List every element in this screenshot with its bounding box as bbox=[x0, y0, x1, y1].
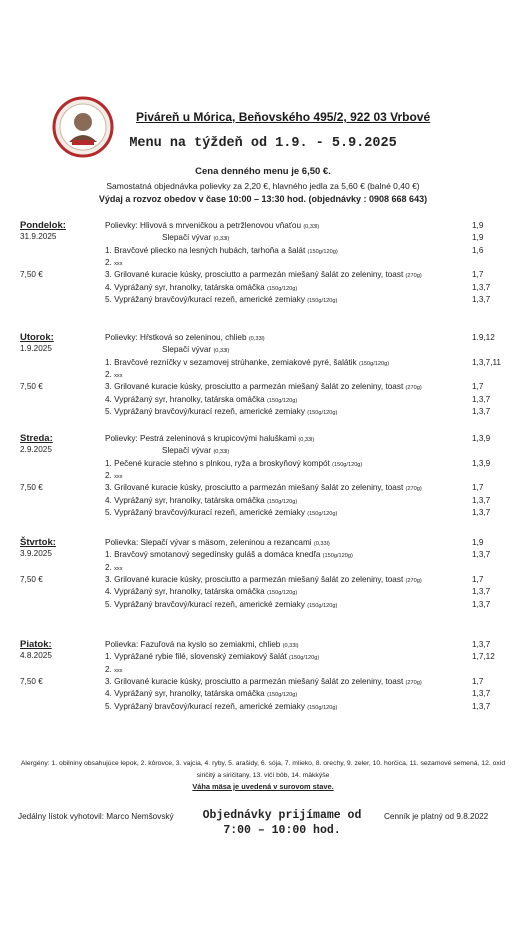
menu-line bbox=[105, 600, 337, 609]
dish-text: 4. Vyprážaný syr, hranolky, tatárska omáčka bbox=[105, 394, 265, 404]
dish-text: Slepačí vývar bbox=[162, 446, 212, 456]
dish-text: 4. Vyprážaný syr, hranolky, tatárska omáčka bbox=[105, 282, 265, 292]
dish-quantity: (150g/120g) bbox=[307, 602, 338, 609]
day-date: 4.8.2025 bbox=[20, 651, 52, 660]
allergen-codes: 1,3,7 bbox=[472, 507, 491, 517]
menu-line bbox=[105, 459, 362, 468]
allergen-codes: 1,3,7 bbox=[472, 701, 491, 711]
menu-line bbox=[105, 508, 337, 517]
allergen-codes: 1,7,12 bbox=[472, 652, 495, 662]
dish-text: 2. bbox=[105, 369, 112, 379]
day-name: Piatok: bbox=[20, 639, 52, 650]
dish-text: Polievky: Hŕstková so zeleninou, chlieb bbox=[105, 333, 247, 342]
dish-quantity: (150g/120g) bbox=[267, 397, 298, 404]
menu-line bbox=[105, 665, 123, 674]
dish-quantity: (270g) bbox=[405, 385, 422, 392]
menu-line bbox=[105, 283, 297, 292]
menu-line bbox=[105, 407, 337, 416]
menu-line bbox=[105, 550, 353, 559]
dish-text: 1. Bravčový smotanový segedínsky guláš a domáca knedľa bbox=[105, 550, 321, 560]
dish-text: Slepačí vývar bbox=[162, 345, 212, 355]
menu-line bbox=[105, 270, 422, 279]
day-date: 3.9.2025 bbox=[20, 549, 52, 558]
dish-quantity: (150g/120g) bbox=[267, 498, 298, 505]
dish-text: 5. Vyprážaný bravčový/kurací rezeň, americké zemiaky bbox=[105, 701, 305, 711]
allergen-codes: 1,9 bbox=[472, 538, 484, 547]
dish-quantity: (150g/120g) bbox=[267, 285, 298, 292]
allergen-codes: 1,3,7 bbox=[472, 495, 491, 505]
dish-text: 1. Bravčové rezníčky v sezamovej strúhanke, zemiakové pyré, šalátik bbox=[105, 357, 357, 367]
dish-text: 2. bbox=[105, 470, 112, 480]
dish-quantity: xxx bbox=[114, 667, 123, 674]
day-name: Pondelok: bbox=[20, 220, 66, 231]
menu-line bbox=[105, 258, 123, 267]
menu-line bbox=[105, 295, 337, 304]
menu-line bbox=[105, 382, 422, 391]
allergen-codes: 1,3,7 bbox=[472, 294, 491, 304]
menu-line bbox=[105, 358, 389, 367]
dish-text: 3. Grilované kuracie kúsky, prosciutto a parmezán miešaný šalát zo zeleniny, toast bbox=[105, 382, 404, 392]
dish-quantity: (0,33l) bbox=[303, 224, 320, 230]
dish-text: 5. Vyprážaný bravčový/kurací rezeň, americké zemiaky bbox=[105, 507, 305, 517]
price-list-validity: Cenník je platný od 9.8.2022 bbox=[384, 812, 489, 821]
dish-quantity: (150g/120g) bbox=[332, 461, 363, 468]
dish-text: 5. Vyprážaný bravčový/kurací rezeň, americké zemiaky bbox=[105, 406, 305, 416]
restaurant-address: Piváreň u Mórica, Beňovského 495/2, 922 03 Vrbové bbox=[136, 110, 431, 124]
allergen-codes: 1,7 bbox=[472, 676, 484, 686]
allergen-codes: 1.9,12 bbox=[472, 333, 495, 342]
dish-text: 1. Pečené kuracie stehno s plnkou, ryža a broskyňový kompót bbox=[105, 458, 330, 468]
dish-quantity: (0,33l) bbox=[282, 643, 299, 649]
allergen-codes: 1,3,7 bbox=[472, 550, 491, 560]
allergen-codes: 1,3,9 bbox=[472, 458, 491, 468]
dish-quantity: (0,33l) bbox=[213, 236, 230, 243]
dish-text: 2. bbox=[105, 562, 112, 572]
allergen-codes: 1,7 bbox=[472, 483, 484, 493]
menu-line bbox=[105, 496, 297, 505]
dish-quantity: xxx bbox=[114, 473, 123, 480]
dish-quantity: (150g/120g) bbox=[267, 692, 298, 699]
allergen-codes: 1,6 bbox=[472, 245, 484, 255]
menu-line bbox=[105, 702, 337, 711]
allergens-legend: Alergény: 1. obilniny obsahujúce lepok, 2. kôrovce, 3. vajcia, 4. ryby, 5. arašidy, 6. sója, 7. mlieko, 8. orechy, 9. zeler, 10. horčica, 11. sezamové semená, 12. oxid siričitý a siričitany, 13. vlčí bôb, 14. mäkkýše bbox=[20, 760, 506, 779]
dish-quantity: (150g/120g) bbox=[358, 360, 390, 367]
dish-text: 3. Grilované kuracie kúsky, prosciutto a parmezán miešaný šalát zo zeleniny, toast bbox=[105, 270, 404, 280]
week-title: Menu na týždeň od 1.9. - 5.9.2025 bbox=[129, 136, 397, 151]
daily-price: Cena denného menu je 6,50 €. bbox=[195, 166, 331, 177]
menu-author: Jedálny lístok vyhotovil: Marco Nemšovský bbox=[18, 812, 174, 821]
menu-line bbox=[105, 333, 265, 342]
day-price: 7,50 € bbox=[20, 676, 43, 686]
day-name: Utorok: bbox=[20, 332, 54, 343]
dish-text: 3. Grilované kuracie kúsky, prosciutto a parmezán miešaný šalát zo zeleniny, toast bbox=[105, 574, 404, 584]
menu-line bbox=[105, 640, 298, 649]
allergen-codes: 1,3,7,11 bbox=[472, 357, 501, 367]
dish-text: 1. Vyprážané rybie filé, slovenský zemiakový šalát bbox=[105, 652, 287, 662]
allergen-codes: 1,7 bbox=[472, 270, 484, 280]
delivery-info: Výdaj a rozvoz obedov v čase 10:00 – 13:30 hod. (objednávky : 0908 668 643) bbox=[98, 194, 428, 204]
dish-quantity: (0,33l) bbox=[213, 348, 230, 355]
dish-quantity: xxx bbox=[114, 565, 123, 572]
dish-text: 5. Vyprážaný bravčový/kurací rezeň, americké zemiaky bbox=[105, 294, 305, 304]
allergen-codes: 1,3,7 bbox=[472, 282, 491, 292]
orders-hours: Objednávky prijímame od 7:00 – 10:00 hod. bbox=[202, 809, 362, 837]
allergen-codes: 1,7 bbox=[472, 574, 484, 584]
menu-line bbox=[105, 563, 123, 572]
dish-text: 4. Vyprážaný syr, hranolky, tatárska omáčka bbox=[105, 689, 265, 699]
menu-line bbox=[105, 471, 123, 480]
dish-quantity: (270g) bbox=[405, 679, 422, 686]
dish-quantity: (0,33l) bbox=[298, 437, 315, 443]
day-price: 7,50 € bbox=[20, 270, 43, 280]
allergen-codes: 1,3,7 bbox=[472, 394, 491, 404]
dish-text: 1. Bravčové pliecko na lesných hubách, tarhoňa a šalát bbox=[105, 245, 306, 255]
allergen-codes: 1,9 bbox=[472, 233, 484, 243]
allergen-codes: 1,3,7 bbox=[472, 640, 491, 649]
day-price: 7,50 € bbox=[20, 382, 43, 392]
standalone-prices: Samostatná objednávka polievky za 2,20 €, hlavného jedla za 5,60 € (balné 0,40 €) bbox=[106, 181, 420, 191]
allergen-codes: 1,3,7 bbox=[472, 587, 491, 597]
dish-quantity: (150g/120g) bbox=[289, 655, 320, 662]
allergen-codes: 1,7 bbox=[472, 382, 484, 392]
dish-quantity: (150g/120g) bbox=[307, 510, 338, 517]
day-name: Streda: bbox=[20, 433, 53, 444]
day-name: Štvrtok: bbox=[20, 537, 56, 548]
menu-line bbox=[105, 538, 330, 547]
dish-text: 2. bbox=[105, 257, 112, 267]
dish-quantity: (0,33l) bbox=[213, 449, 230, 456]
menu-line bbox=[105, 587, 297, 596]
dish-quantity: (270g) bbox=[405, 577, 422, 584]
day-date: 2.9.2025 bbox=[20, 445, 52, 454]
menu-line bbox=[105, 689, 297, 698]
dish-quantity: (150g/120g) bbox=[307, 297, 338, 304]
dish-text: 4. Vyprážaný syr, hranolky, tatárska omáčka bbox=[105, 587, 265, 597]
dish-quantity: (150g/120g) bbox=[307, 409, 338, 416]
day-date: 1.9.2025 bbox=[20, 344, 52, 353]
allergen-codes: 1,3,9 bbox=[472, 434, 491, 443]
dish-text: Polievka: Fazuľová na kyslo so zemiakmi, chlieb bbox=[105, 640, 281, 649]
dish-quantity: (150g/120g) bbox=[307, 248, 338, 255]
dish-quantity: xxx bbox=[114, 260, 123, 267]
dish-quantity: (150g/120g) bbox=[322, 553, 353, 560]
allergen-codes: 1,9 bbox=[472, 221, 484, 230]
dish-text: 4. Vyprážaný syr, hranolky, tatárska omáčka bbox=[105, 495, 265, 505]
dish-quantity: (0,33l) bbox=[248, 336, 265, 342]
day-price: 7,50 € bbox=[20, 574, 43, 584]
menu-line bbox=[105, 221, 319, 230]
menu-line bbox=[162, 345, 229, 354]
menu-line bbox=[105, 395, 297, 404]
dish-text: 5. Vyprážaný bravčový/kurací rezeň, americké zemiaky bbox=[105, 599, 305, 609]
menu-line bbox=[162, 233, 229, 242]
allergen-codes: 1,3,7 bbox=[472, 689, 491, 699]
dish-text: 2. bbox=[105, 664, 112, 674]
dish-quantity: (270g) bbox=[405, 273, 422, 280]
dish-text: Polievka: Slepačí vývar s mäsom, zeleninou a rezancami bbox=[105, 538, 312, 547]
allergen-codes: 1,3,7 bbox=[472, 599, 491, 609]
meat-weight-note: Váha mäsa je uvedená v surovom stave. bbox=[192, 782, 334, 791]
dish-quantity: (150g/120g) bbox=[307, 704, 338, 711]
dish-quantity: (150g/120g) bbox=[267, 590, 298, 597]
day-date: 31.9.2025 bbox=[20, 232, 57, 241]
menu-line bbox=[162, 446, 229, 455]
menu-line bbox=[105, 652, 319, 661]
menu-line bbox=[105, 575, 422, 584]
dish-quantity: xxx bbox=[114, 372, 123, 379]
dish-quantity: (0,33l) bbox=[313, 541, 330, 547]
menu-line bbox=[105, 677, 422, 686]
menu-line bbox=[105, 370, 123, 379]
dish-text: Polievky: Hlivová s mrveničkou a petržlenovou vňaťou bbox=[105, 221, 302, 230]
dish-text: Polievky: Pestrá zeleninová s krupicovými haluškami bbox=[105, 434, 297, 443]
dish-quantity: (270g) bbox=[405, 486, 422, 493]
dish-text: 3. Grilované kuracie kúsky, prosciutto a parmezán miešaný šalát zo zeleniny, toast bbox=[105, 676, 404, 686]
dish-text: Slepačí vývar bbox=[162, 233, 212, 243]
allergen-codes: 1,3,7 bbox=[472, 406, 491, 416]
dish-text: 3. Grilované kuracie kúsky, prosciutto a parmezán miešaný šalát zo zeleniny, toast bbox=[105, 483, 404, 493]
menu-line bbox=[105, 483, 422, 492]
menu-line bbox=[105, 434, 314, 443]
day-price: 7,50 € bbox=[20, 483, 43, 493]
menu-line bbox=[105, 246, 338, 255]
